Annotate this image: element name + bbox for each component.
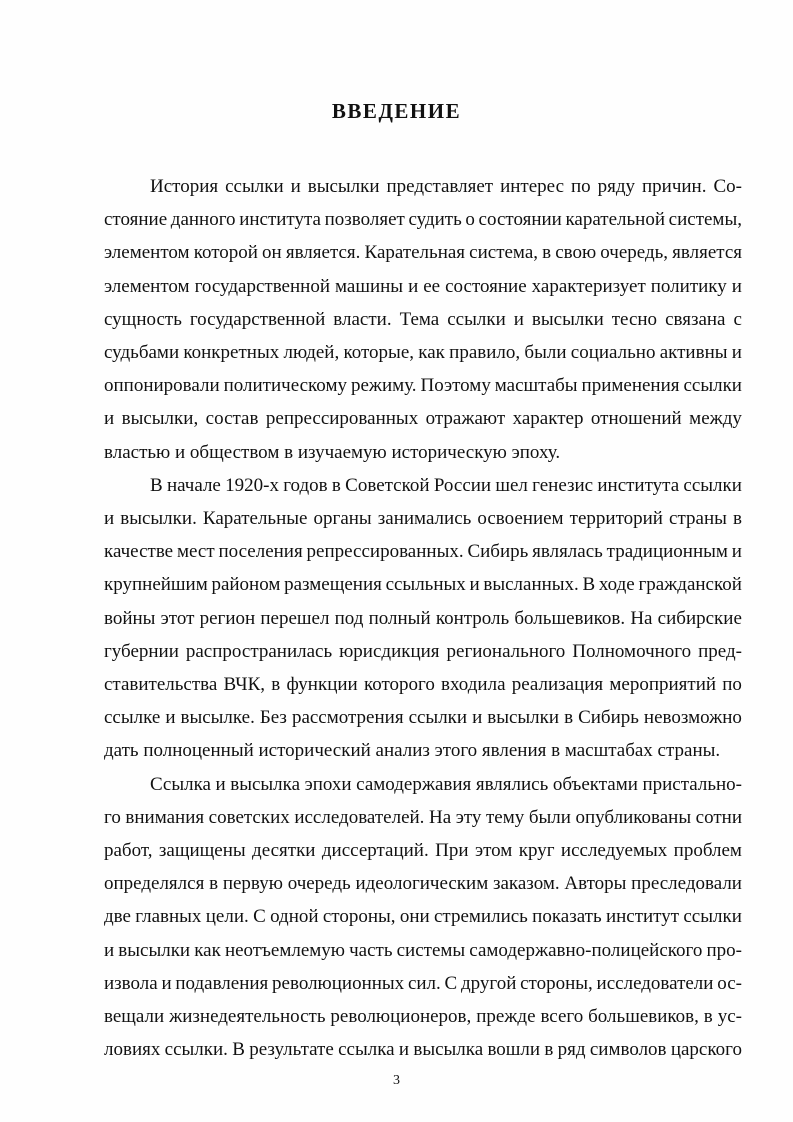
text-line: работ, защищены десятки диссертаций. При этом круг исследуемых проблем bbox=[104, 840, 742, 861]
text-line: элементом которой он является. Карательная система, в свою очередь, является bbox=[104, 242, 742, 264]
text-line: извола и подавления революционных сил. С другой стороны, исследователи ос- bbox=[104, 972, 742, 994]
text-line: го внимания советских исследователей. На эту тему были опубликованы сотни bbox=[104, 806, 742, 828]
text-line: губернии распространилась юрисдикция регионального Полномочного пред- bbox=[104, 640, 742, 662]
text-line: ссылке и высылке. Без рассмотрения ссылки и высылки в Сибирь невозможно bbox=[104, 707, 742, 729]
text-line: определялся в первую очередь идеологическим заказом. Авторы преследовали bbox=[104, 873, 742, 895]
text-line: войны этот регион перешел под полный контроль большевиков. На сибирские bbox=[104, 607, 742, 629]
text-line: качестве мест поселения репрессированных. Сибирь являлась традиционным и bbox=[104, 541, 742, 563]
text-line: и высылки как неотъемлемую часть системы самодержавно-полицейского про- bbox=[104, 939, 742, 961]
page-number: 3 bbox=[393, 1073, 400, 1088]
text-line: властью и обществом в изучаемую историческую эпоху. bbox=[104, 441, 561, 463]
text-line: крупнейшим районом размещения ссыльных и высланных. В ходе гражданской bbox=[104, 574, 742, 596]
text-line: стояние данного института позволяет судить о состоянии карательной системы, bbox=[104, 209, 742, 231]
text-line: дать полноценный исторический анализ этого явления в масштабах страны. bbox=[104, 740, 721, 762]
page-title: ВВЕДЕНИЕ bbox=[331, 99, 462, 123]
text-line: вещали жизнедеятельность революционеров, прежде всего большевиков, в ус- bbox=[104, 1006, 742, 1027]
text-line: и высылки. Карательные органы занимались освоением территорий страны в bbox=[104, 508, 742, 529]
text-line: элементом государственной машины и ее состояние характеризует политику и bbox=[104, 275, 742, 297]
text-line: и высылки, состав репрессированных отражают характер отношений между bbox=[104, 408, 742, 430]
text-line: Ссылка и высылка эпохи самодержавия являлись объектами пристально- bbox=[150, 773, 742, 795]
text-line: ловиях ссылки. В результате ссылка и высылка вошли в ряд символов царского bbox=[104, 1039, 742, 1061]
text-line: оппонировали политическому режиму. Поэтому масштабы применения ссылки bbox=[104, 375, 742, 397]
text-line: ставительства ВЧК, в функции которого входила реализация мероприятий по bbox=[104, 674, 742, 695]
text-line: судьбами конкретных людей, которые, как правило, были социально активны и bbox=[104, 342, 742, 363]
text-line: сущность государственной власти. Тема ссылки и высылки тесно связана с bbox=[104, 308, 742, 330]
text-line: В начале 1920-х годов в Советской России шел генезис института ссылки bbox=[150, 474, 742, 496]
text-line: две главных цели. С одной стороны, они стремились показать институт ссылки bbox=[104, 906, 742, 928]
text-line: История ссылки и высылки представляет интерес по ряду причин. Со- bbox=[150, 176, 742, 197]
